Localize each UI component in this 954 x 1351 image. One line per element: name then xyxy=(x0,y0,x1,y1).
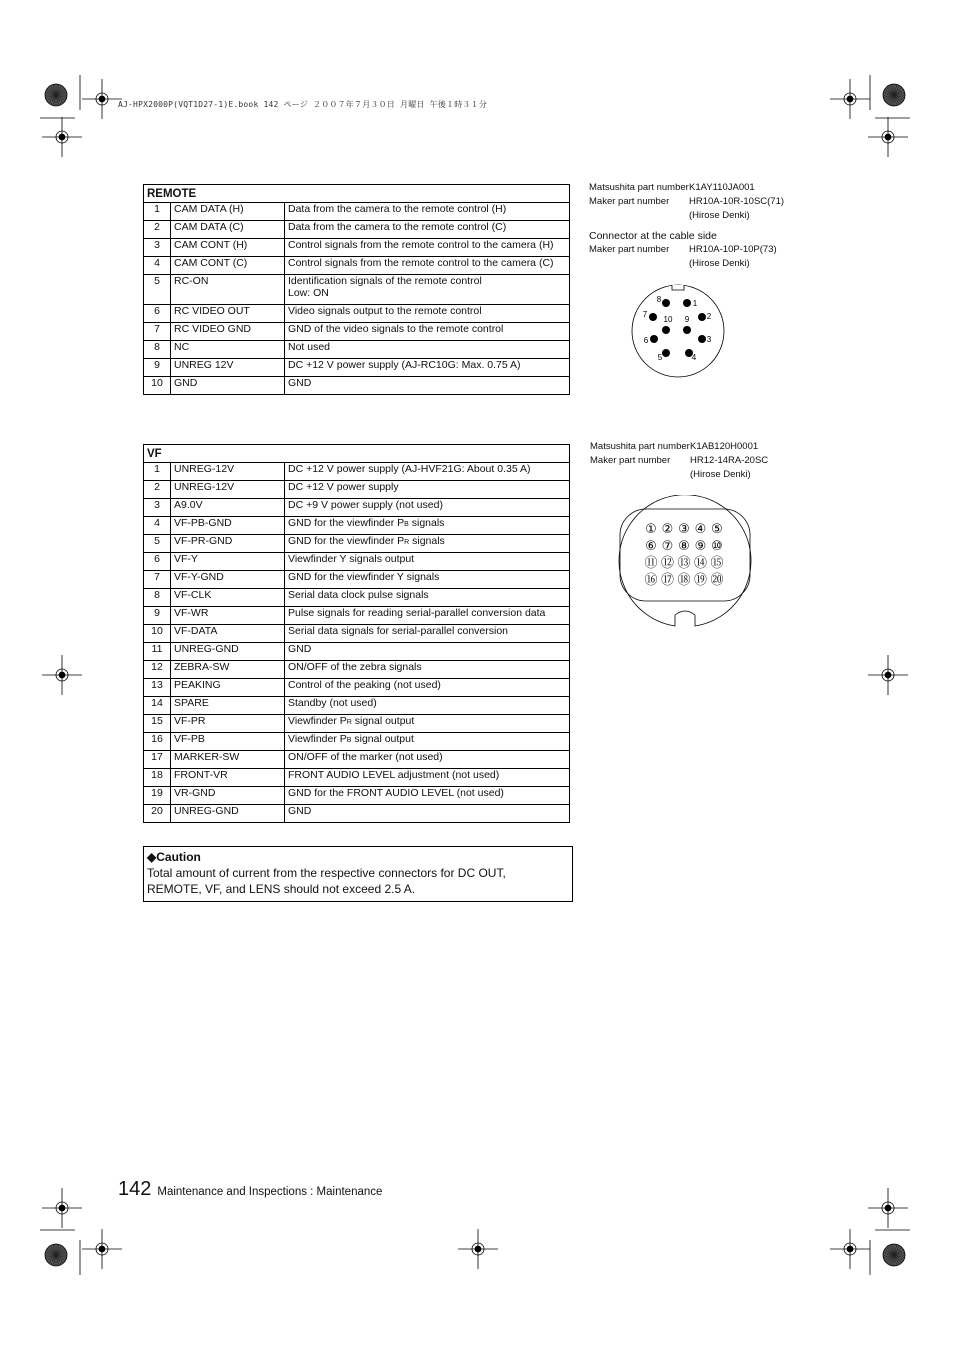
signal-name: VF-CLK xyxy=(171,589,285,607)
signal-description xyxy=(285,751,570,769)
vf-pin-label: ④ xyxy=(694,522,707,537)
pin-number: 9 xyxy=(144,359,171,377)
vf-row xyxy=(144,769,570,787)
signal-description xyxy=(285,643,570,661)
signal-description xyxy=(285,733,570,751)
description-text: Control signals from the remote control to the camera (C) xyxy=(288,257,554,269)
remote-pin-label: 7 xyxy=(642,310,648,319)
signal-name: FRONT-VR xyxy=(171,769,285,787)
signal-description xyxy=(285,275,570,305)
file-info-header: AJ-HPX2000P(VQT1D27-1)E.book 142 ページ ２００７年７月３０日 月曜日 午後１時３１分 xyxy=(118,100,488,109)
signal-description xyxy=(285,323,570,341)
signal-name: CAM CONT (C) xyxy=(171,257,285,275)
vf-matsushita-label: Matsushita part number xyxy=(590,441,690,452)
description-suffix: signals xyxy=(408,517,445,529)
signal-name: PEAKING xyxy=(171,679,285,697)
crosshair-mark xyxy=(42,1188,82,1228)
description-text: FRONT AUDIO LEVEL adjustment (not used) xyxy=(288,769,500,781)
signal-description xyxy=(285,571,570,589)
signal-description xyxy=(285,553,570,571)
remote-pin-dot xyxy=(683,299,691,307)
signal-name: VF-WR xyxy=(171,607,285,625)
pin-number: 4 xyxy=(144,517,171,535)
vf-pin-label: ⑦ xyxy=(661,539,674,554)
vf-matsushita-value: K1AB120H0001 xyxy=(690,441,759,452)
maker-company: (Hirose Denki) xyxy=(689,210,750,221)
description-subscript: R xyxy=(346,719,352,726)
caution-box xyxy=(143,846,573,902)
remote-row xyxy=(144,203,570,221)
vf-pin-label: ⑩ xyxy=(711,539,723,554)
vf-pin-label: ⑥ xyxy=(645,539,657,554)
vf-row xyxy=(144,805,570,823)
description-text: GND xyxy=(288,377,312,389)
remote-connector-diagram xyxy=(628,281,728,381)
remote-pin-label: 3 xyxy=(706,335,712,344)
description-text: Identification signals of the remote control xyxy=(288,275,482,287)
description-text: Viewfinder P xyxy=(288,733,347,745)
description-text-line2: Low: ON xyxy=(288,287,329,299)
description-text: DC +12 V power supply (AJ-HVF21G: About 0.35 A) xyxy=(288,463,531,475)
signal-name: VF-PB-GND xyxy=(171,517,285,535)
signal-name: UNREG 12V xyxy=(171,359,285,377)
signal-description xyxy=(285,679,570,697)
vf-row xyxy=(144,535,570,553)
color-wheel-mark xyxy=(45,1244,67,1266)
pin-number: 12 xyxy=(144,661,171,679)
pin-number: 2 xyxy=(144,481,171,499)
crosshair-mark xyxy=(82,1229,122,1269)
signal-description xyxy=(285,607,570,625)
signal-description xyxy=(285,481,570,499)
remote-pin-dot xyxy=(662,326,670,334)
pin-number: 6 xyxy=(144,553,171,571)
vf-pin-label: ⑪ xyxy=(644,556,658,571)
remote-row xyxy=(144,323,570,341)
pin-number: 7 xyxy=(144,323,171,341)
vf-pin-label: ① xyxy=(645,522,657,537)
signal-description xyxy=(285,787,570,805)
description-text: Serial data signals for serial-parallel conversion xyxy=(288,625,509,637)
signal-name: CAM CONT (H) xyxy=(171,239,285,257)
pin-number: 7 xyxy=(144,571,171,589)
vf-row xyxy=(144,571,570,589)
description-text: Video signals output to the remote control xyxy=(288,305,482,317)
description-text: Control signals from the remote control to the camera (H) xyxy=(288,239,554,251)
signal-name: UNREG-GND xyxy=(171,643,285,661)
remote-row xyxy=(144,359,570,377)
vf-maker-value: HR12-14RA-20SC xyxy=(690,455,769,466)
remote-table-title: REMOTE xyxy=(144,185,570,203)
crosshair-mark xyxy=(868,117,908,157)
description-text: GND xyxy=(288,643,312,655)
remote-pin-label: 8 xyxy=(656,295,662,304)
description-subscript: B xyxy=(404,521,409,528)
description-text: Serial data clock pulse signals xyxy=(288,589,429,601)
signal-description xyxy=(285,715,570,733)
signal-name: ZEBRA-SW xyxy=(171,661,285,679)
remote-row xyxy=(144,221,570,239)
remote-row xyxy=(144,377,570,395)
remote-row xyxy=(144,257,570,275)
pin-number: 10 xyxy=(144,377,171,395)
description-suffix: signals xyxy=(409,535,445,547)
pin-number: 16 xyxy=(144,733,171,751)
signal-name: RC-ON xyxy=(171,275,285,305)
vf-row xyxy=(144,679,570,697)
pin-number: 6 xyxy=(144,305,171,323)
vf-pin-label: ⑮ xyxy=(710,556,724,571)
remote-pin-dot xyxy=(650,335,658,343)
crosshair-mark xyxy=(42,117,82,157)
pin-number: 3 xyxy=(144,499,171,517)
cable-maker-label: Maker part number xyxy=(589,244,670,255)
pin-number: 8 xyxy=(144,341,171,359)
vf-pin-label: ⑯ xyxy=(644,573,658,588)
crosshair-mark xyxy=(458,1229,498,1269)
description-text: Data from the camera to the remote control (H) xyxy=(288,203,507,215)
vf-maker-company: (Hirose Denki) xyxy=(690,469,751,480)
remote-row xyxy=(144,239,570,257)
description-text: GND for the viewfinder P xyxy=(288,517,405,529)
signal-description xyxy=(285,377,570,395)
pin-number: 14 xyxy=(144,697,171,715)
vf-pin-table xyxy=(143,444,570,823)
description-text: GND of the video signals to the remote control xyxy=(288,323,504,335)
description-text: DC +12 V power supply xyxy=(288,481,399,493)
matsushita-label: Matsushita part number xyxy=(589,182,689,193)
signal-description xyxy=(285,805,570,823)
description-subscript: B xyxy=(346,737,352,744)
description-text: DC +12 V power supply (AJ-RC10G: Max. 0.75 A) xyxy=(288,359,521,371)
color-wheel-mark xyxy=(45,84,67,106)
pin-number: 2 xyxy=(144,221,171,239)
signal-name: NC xyxy=(171,341,285,359)
signal-name: RC VIDEO GND xyxy=(171,323,285,341)
vf-pin-label: ⑱ xyxy=(677,573,691,588)
description-text: ON/OFF of the zebra signals xyxy=(288,661,422,673)
pin-number: 10 xyxy=(144,625,171,643)
vf-connector-diagram xyxy=(617,495,753,627)
pin-number: 9 xyxy=(144,607,171,625)
remote-row xyxy=(144,305,570,323)
remote-pin-label: 5 xyxy=(657,353,663,362)
crosshair-mark xyxy=(868,655,908,695)
pin-number: 17 xyxy=(144,751,171,769)
signal-name: VF-DATA xyxy=(171,625,285,643)
vf-row xyxy=(144,553,570,571)
signal-name: VR-GND xyxy=(171,787,285,805)
description-text: Viewfinder P xyxy=(288,715,347,727)
vf-row xyxy=(144,589,570,607)
vf-row xyxy=(144,499,570,517)
signal-description xyxy=(285,589,570,607)
pin-number: 5 xyxy=(144,275,171,305)
vf-pin-label: ⑨ xyxy=(694,539,707,554)
signal-name: VF-Y xyxy=(171,553,285,571)
vf-row xyxy=(144,733,570,751)
remote-row xyxy=(144,341,570,359)
pin-number: 18 xyxy=(144,769,171,787)
vf-row xyxy=(144,463,570,481)
pin-number: 1 xyxy=(144,463,171,481)
vf-pin-label: ⑳ xyxy=(710,573,724,588)
vf-table-title: VF xyxy=(144,445,570,463)
vf-pin-label: ⑤ xyxy=(711,522,723,537)
description-suffix: signal output xyxy=(351,715,415,727)
remote-pin-dot xyxy=(698,335,706,343)
signal-description xyxy=(285,769,570,787)
signal-description xyxy=(285,499,570,517)
vf-pin-label: ③ xyxy=(678,522,690,537)
signal-description xyxy=(285,661,570,679)
pin-number: 11 xyxy=(144,643,171,661)
remote-pin-table xyxy=(143,184,570,395)
description-text: Pulse signals for reading serial-parallel conversion data xyxy=(288,607,546,619)
vf-row xyxy=(144,643,570,661)
remote-pin-dot xyxy=(683,326,691,334)
signal-name: RC VIDEO OUT xyxy=(171,305,285,323)
remote-pin-dot xyxy=(662,349,670,357)
remote-pin-label: 10 xyxy=(663,315,673,324)
pin-number: 20 xyxy=(144,805,171,823)
vf-part-info xyxy=(590,440,768,482)
remote-pin-dot xyxy=(698,313,706,321)
pin-number: 5 xyxy=(144,535,171,553)
signal-description xyxy=(285,463,570,481)
description-text: ON/OFF of the marker (not used) xyxy=(288,751,443,763)
signal-name: VF-PB xyxy=(171,733,285,751)
signal-name: UNREG-12V xyxy=(171,463,285,481)
remote-part-info xyxy=(589,181,784,271)
signal-description xyxy=(285,257,570,275)
vf-pin-label: ⑬ xyxy=(677,556,691,571)
signal-name: VF-PR xyxy=(171,715,285,733)
signal-description xyxy=(285,341,570,359)
section-title: Maintenance and Inspections : Maintenance xyxy=(157,1186,383,1198)
pin-number: 3 xyxy=(144,239,171,257)
vf-pin-label: ⑫ xyxy=(660,556,675,571)
vf-row xyxy=(144,661,570,679)
page-number: 142 xyxy=(118,1178,152,1200)
signal-name: SPARE xyxy=(171,697,285,715)
description-text: GND for the viewfinder P xyxy=(288,535,405,547)
signal-description xyxy=(285,359,570,377)
maker-value: HR10A-10R-10SC(71) xyxy=(689,196,785,207)
cable-maker-company: (Hirose Denki) xyxy=(689,258,750,269)
crosshair-mark xyxy=(830,79,870,119)
remote-pin-label: 6 xyxy=(643,336,649,345)
vf-row xyxy=(144,715,570,733)
crosshair-mark xyxy=(868,1188,908,1228)
vf-pin-label: ⑲ xyxy=(693,573,708,588)
vf-row xyxy=(144,481,570,499)
description-subscript: R xyxy=(404,539,410,546)
pin-number: 1 xyxy=(144,203,171,221)
description-text: Not used xyxy=(288,341,331,353)
signal-name: GND xyxy=(171,377,285,395)
signal-name: MARKER-SW xyxy=(171,751,285,769)
signal-name: VF-Y-GND xyxy=(171,571,285,589)
remote-pin-label: 9 xyxy=(684,315,690,324)
signal-name: A9.0V xyxy=(171,499,285,517)
vf-row xyxy=(144,751,570,769)
pin-number: 19 xyxy=(144,787,171,805)
signal-description xyxy=(285,203,570,221)
vf-row xyxy=(144,607,570,625)
signal-name: UNREG-GND xyxy=(171,805,285,823)
crosshair-mark xyxy=(830,1229,870,1269)
remote-row xyxy=(144,275,570,305)
signal-description xyxy=(285,625,570,643)
vf-pin-label: ⑧ xyxy=(678,539,690,554)
pin-number: 15 xyxy=(144,715,171,733)
description-text: GND for the FRONT AUDIO LEVEL (not used) xyxy=(288,787,504,799)
vf-pin-label: ⑰ xyxy=(660,573,675,588)
remote-pin-dot xyxy=(649,313,657,321)
description-text: DC +9 V power supply (not used) xyxy=(288,499,443,511)
signal-description xyxy=(285,221,570,239)
pin-number: 4 xyxy=(144,257,171,275)
remote-pin-dot xyxy=(662,299,670,307)
maker-label: Maker part number xyxy=(589,196,670,207)
vf-row xyxy=(144,697,570,715)
signal-description xyxy=(285,517,570,535)
caution-title: ◆Caution xyxy=(147,850,201,864)
signal-name: CAM DATA (C) xyxy=(171,221,285,239)
crosshair-mark xyxy=(82,79,122,119)
cable-side-label: Connector at the cable side xyxy=(589,230,717,242)
page-footer xyxy=(118,1178,382,1201)
vf-row xyxy=(144,517,570,535)
description-text: Control of the peaking (not used) xyxy=(288,679,441,691)
vf-pin-label: ② xyxy=(661,522,674,537)
signal-description xyxy=(285,239,570,257)
remote-pin-label: 2 xyxy=(706,312,712,321)
cable-maker-value: HR10A-10P-10P(73) xyxy=(689,244,777,255)
description-text: GND xyxy=(288,805,312,817)
signal-name: VF-PR-GND xyxy=(171,535,285,553)
matsushita-value: K1AY110JA001 xyxy=(689,182,755,193)
caution-text: Total amount of current from the respective connectors for DC OUT, REMOTE, VF, and LENS should not exceed 2.5 A. xyxy=(147,866,506,896)
signal-name: UNREG-12V xyxy=(171,481,285,499)
signal-description xyxy=(285,535,570,553)
color-wheel-mark xyxy=(883,1244,905,1266)
color-wheel-mark xyxy=(883,84,905,106)
remote-pin-label: 4 xyxy=(691,353,697,362)
pin-number: 8 xyxy=(144,589,171,607)
description-suffix: signal output xyxy=(351,733,414,745)
vf-row xyxy=(144,625,570,643)
signal-description xyxy=(285,697,570,715)
description-text: Standby (not used) xyxy=(288,697,377,709)
pin-number: 13 xyxy=(144,679,171,697)
description-text: Data from the camera to the remote control (C) xyxy=(288,221,507,233)
crosshair-mark xyxy=(42,655,82,695)
vf-row xyxy=(144,787,570,805)
vf-pin-label: ⑭ xyxy=(693,556,708,571)
description-text: Viewfinder Y signals output xyxy=(288,553,415,565)
signal-description xyxy=(285,305,570,323)
remote-pin-label: 1 xyxy=(692,299,698,308)
description-text: GND for the viewfinder Y signals xyxy=(288,571,440,583)
vf-maker-label: Maker part number xyxy=(590,455,671,466)
signal-name: CAM DATA (H) xyxy=(171,203,285,221)
